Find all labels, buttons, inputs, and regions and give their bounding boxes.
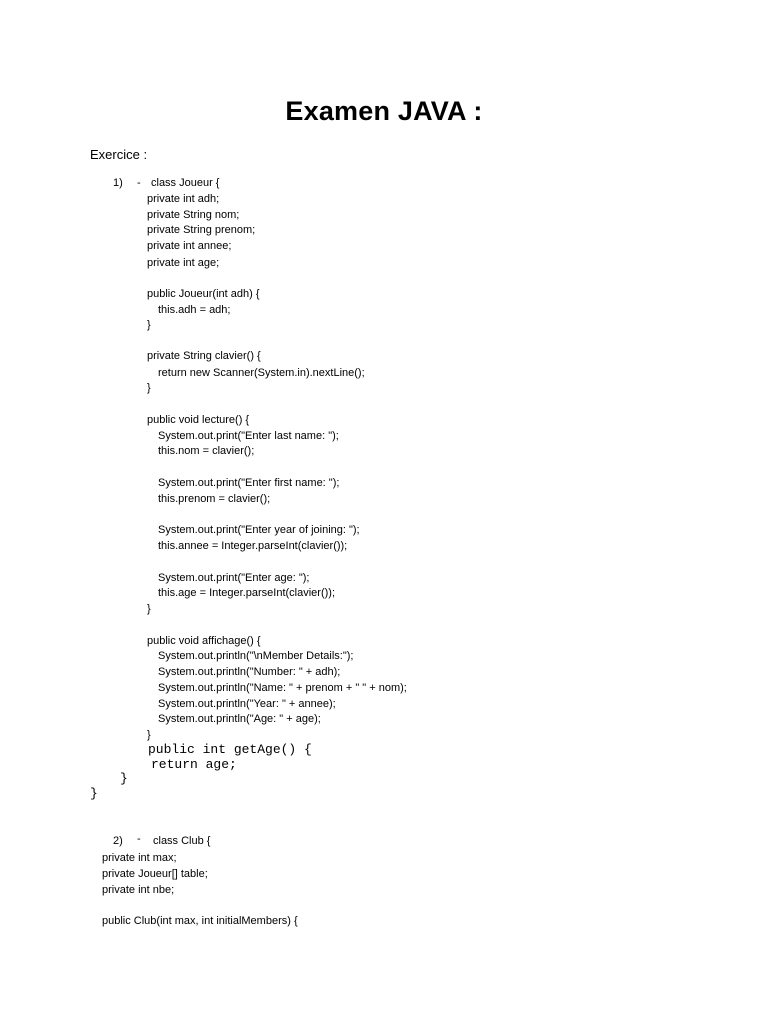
code-line: public int getAge() { xyxy=(148,742,312,757)
document-title: Examen JAVA : xyxy=(285,96,483,126)
code-line: System.out.print("Enter first name: "); xyxy=(158,477,340,489)
code-line: System.out.println("\nMember Details:"); xyxy=(158,650,354,662)
list-bullet: - xyxy=(137,177,141,189)
code-line: System.out.println("Number: " + adh); xyxy=(158,666,341,678)
code-line: System.out.print("Enter last name: "); xyxy=(158,430,339,442)
code-line: private int annee; xyxy=(147,240,232,252)
code-line: class Club { xyxy=(153,835,211,847)
code-line: public Club(int max, int initialMembers) { xyxy=(102,915,298,927)
code-line: } xyxy=(147,319,151,331)
exercise-number: 2) xyxy=(113,835,123,847)
code-line: private int adh; xyxy=(147,193,220,205)
list-bullet: - xyxy=(137,833,141,845)
code-line: this.nom = clavier(); xyxy=(158,445,255,457)
code-line: private String nom; xyxy=(147,209,240,221)
section-heading: Exercice : xyxy=(90,147,148,162)
code-line: this.prenom = clavier(); xyxy=(158,493,271,505)
code-line: return new Scanner(System.in).nextLine(); xyxy=(158,367,365,379)
code-line: this.annee = Integer.parseInt(clavier()); xyxy=(158,540,348,552)
code-line: } xyxy=(147,603,151,615)
code-line: System.out.println("Year: " + annee); xyxy=(158,698,336,710)
code-line: private int max; xyxy=(102,852,177,864)
code-line: System.out.println("Age: " + age); xyxy=(158,713,321,725)
code-line: public Joueur(int adh) { xyxy=(147,288,260,300)
code-line: } xyxy=(147,729,151,741)
code-line: private int nbe; xyxy=(102,884,175,896)
exercise-number: 1) xyxy=(113,177,123,189)
code-line: } xyxy=(147,382,151,394)
code-line: System.out.print("Enter age: "); xyxy=(158,572,310,584)
code-line: public void affichage() { xyxy=(147,635,261,647)
code-line: private Joueur[] table; xyxy=(102,868,208,880)
code-line: System.out.print("Enter year of joining: "); xyxy=(158,524,360,536)
code-line: this.age = Integer.parseInt(clavier()); xyxy=(158,587,335,599)
code-line: private String prenom; xyxy=(147,224,256,236)
code-line: this.adh = adh; xyxy=(158,304,231,316)
code-line: System.out.println("Name: " + prenom + " " + nom); xyxy=(158,682,407,694)
code-line: public void lecture() { xyxy=(147,414,250,426)
code-line: private String clavier() { xyxy=(147,350,261,362)
code-line: } xyxy=(90,786,98,801)
code-line: class Joueur { xyxy=(151,177,220,189)
code-line: } xyxy=(120,771,128,786)
code-line: private int age; xyxy=(147,257,220,269)
code-line: return age; xyxy=(151,757,237,772)
